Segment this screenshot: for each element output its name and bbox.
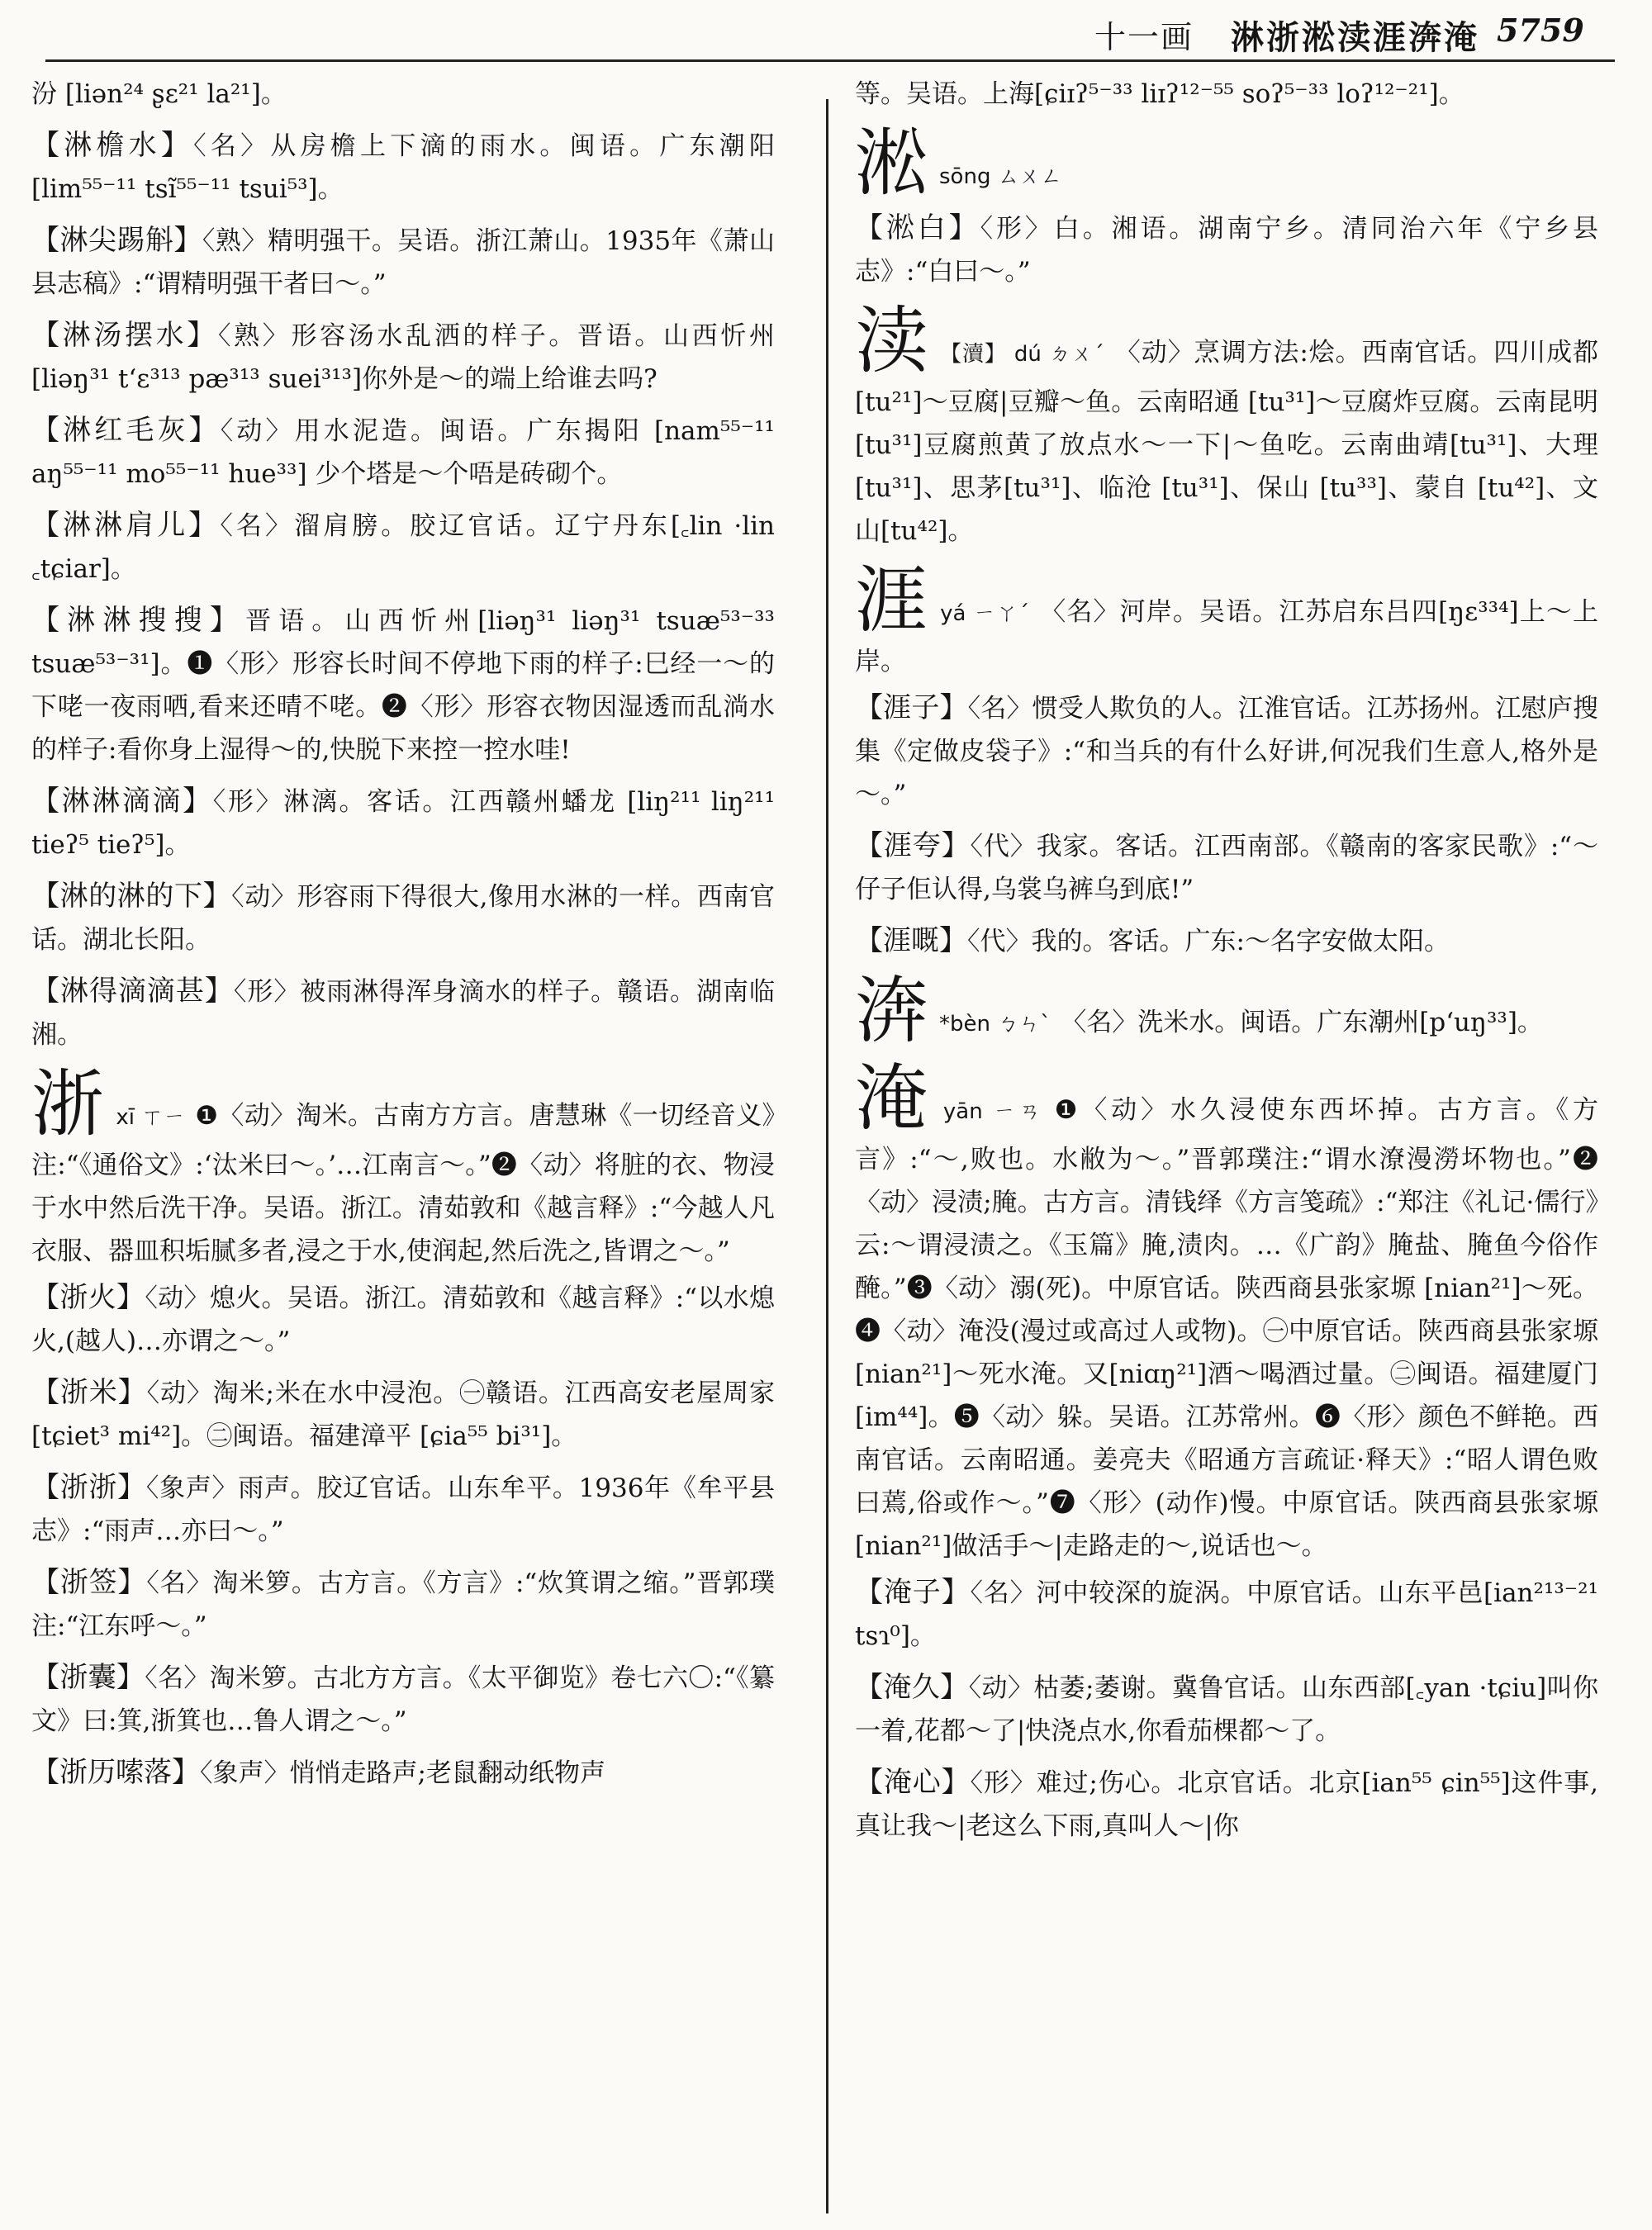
dictionary-entry bbox=[31, 314, 775, 401]
entry-definition: 〈动〉淘米;米在水中浸泡。㊀赣语。江西高安老屋周家[tɕiet³ mi⁴²]。㊁闽语。福建漳平 [ɕia⁵⁵ bi³¹]。 bbox=[31, 1378, 775, 1451]
entry-definition: 〈熟〉精明强干。吴语。浙江萧山。1935年《萧山县志稿》:“谓精明强干者曰～。” bbox=[31, 226, 775, 299]
entry-definition: 〈代〉我家。客话。江西南部。《赣南的客家民歌》:“～仔子佢认得,乌裳乌裤乌到底!” bbox=[855, 832, 1598, 904]
entry-definition: 〈动〉用水泥造。闽语。广东揭阳 [nam⁵⁵⁻¹¹ aŋ⁵⁵⁻¹¹ mo⁵⁵⁻¹¹ hue³³] 少个塔是～个唔是砖砌个。 bbox=[31, 416, 775, 489]
dictionary-entry bbox=[855, 1761, 1598, 1848]
entry-definition: 〈名〉淘米箩。古北方方言。《太平御览》卷七六〇:“《纂文》曰:箕,浙箕也…鲁人谓之～。” bbox=[31, 1663, 775, 1736]
entry-headword: 【浙签】 bbox=[31, 1566, 147, 1599]
entry-headword: 【淹子】 bbox=[855, 1576, 971, 1609]
entry-definition: 〈名〉淘米箩。古方言。《方言》:“炊箕谓之缩。”晋郭璞注:“江东呼～。” bbox=[31, 1568, 775, 1641]
dictionary-entry bbox=[855, 686, 1598, 816]
entry-definition: 〈名〉惯受人欺负的人。江淮官话。江苏扬州。江慰庐搜集《定做皮袋子》:“和当兵的有什么好讲,何况我们生意人,格外是～。” bbox=[855, 694, 1598, 809]
dictionary-entry bbox=[31, 1751, 775, 1795]
entry-definition: 〈熟〉形容汤水乱洒的样子。晋语。山西忻州 [liəŋ³¹ tʻɛ³¹³ pæ³¹³ suei³¹³]你外是～的端上给谁去吗? bbox=[31, 321, 775, 394]
entry-definition: 〈代〉我的。客话。广东:～名字安做太阳。 bbox=[967, 927, 1450, 956]
entry-definition: 〈形〉淋漓。客话。江西赣州蟠龙 [liŋ²¹¹ liŋ²¹¹ tieʔ⁵ tieʔ⁵]。 bbox=[31, 787, 775, 860]
dictionary-entry bbox=[31, 409, 775, 496]
entry-definition: 〈形〉白。湘语。湖南宁乡。清同治六年《宁乡县志》:“白曰～。” bbox=[855, 214, 1598, 287]
dictionary-entry bbox=[855, 824, 1598, 911]
entry-headword: 【淹久】 bbox=[855, 1671, 969, 1704]
head-character: 浙 bbox=[31, 1061, 105, 1146]
entry-definition: 〈象声〉雨声。胶辽官话。山东牟平。1936年《牟平县志》:“雨声…亦曰～。” bbox=[31, 1473, 775, 1546]
entry-headword: 【涯子】 bbox=[855, 691, 968, 724]
pronunciation: xī ㄒㄧ bbox=[116, 1105, 186, 1130]
entry-definition: 〈名〉溜肩膀。胶辽官话。辽宁丹东[꜀lin ·lin ꜀tɕiar]。 bbox=[31, 511, 775, 584]
entry-definition: 〈动〉枯萎;萎谢。冀鲁官话。山东西部[꜀yan ·tɕiu]叫你一着,花都～了|快浇点水,你看茄棵都～了。 bbox=[855, 1673, 1598, 1746]
character-definition: 〈动〉烹调方法:烩。西南官话。四川成都[tu²¹]～豆腐|豆瓣～鱼。云南昭通 [tu³¹]～豆腐炸豆腐。云南昆明 [tu³¹]豆腐煎黄了放点水～一下|～鱼吃。云南曲靖[tu³¹]、大理 [tu³¹]、思茅[tu³¹]、临沧 [tu³¹]、保山 [tu³³]、蒙自 [tu⁴²]、文山[tu⁴²]。 bbox=[855, 338, 1598, 546]
character-definition: ❶〈动〉水久浸使东西坏掉。古方言。《方言》:“～,败也。水敝为～。”晋郭璞注:“谓水潦漫澇坏物也。”❷〈动〉浸渍;腌。古方言。清钱绎《方言笺疏》:“郑注《礼记·儒行》云:～谓浸渍之。《玉篇》腌,渍肉。…《广韵》腌盐、腌鱼今俗作醃。”❸〈动〉溺(死)。中原官话。陕西商县张家塬 [nian²¹]～死。❹〈动〉淹没(漫过或高过人或物)。㊀中原官话。陕西商县张家塬[nian²¹]～死水淹。又[niɑŋ²¹]酒～喝酒过量。㊁闽语。福建厦门[im⁴⁴]。❺〈动〉躲。吴语。江苏常州。❻〈形〉颜色不鲜艳。西南官话。云南昭通。姜亮夫《昭通方言疏证·释天》:“昭人谓色败曰蔫,俗或作～。”❼〈形〉(动作)慢。中原官话。陕西商县张家塬[nian²¹]做活手～|走路走的～,说话也～。 bbox=[855, 1095, 1598, 1561]
character-definition: 〈名〉河岸。吴语。江苏启东吕四[ŋɛ³³⁴]上～上岸。 bbox=[855, 597, 1598, 676]
pronunciation: 【瀆】 dú ㄉㄨˊ bbox=[939, 342, 1105, 367]
entry-headword: 【涯嘅】 bbox=[855, 924, 967, 957]
entry-headword: 【淋汤摆水】 bbox=[31, 319, 218, 352]
head-character: 涯 bbox=[855, 558, 929, 643]
left-column bbox=[31, 73, 775, 2222]
entry-headword: 【浙火】 bbox=[31, 1281, 145, 1314]
dictionary-entry bbox=[31, 1561, 775, 1648]
entry-headword: 【淹心】 bbox=[855, 1766, 971, 1799]
entry-definition: 〈动〉形容雨下得很大,像用水淋的一样。西南官话。湖北长阳。 bbox=[31, 882, 775, 955]
character-entry bbox=[855, 1056, 1598, 1568]
character-entry bbox=[855, 968, 1598, 1053]
dictionary-entry bbox=[855, 1666, 1598, 1753]
entry-headword: 【淞白】 bbox=[855, 211, 980, 244]
pronunciation: yān ㄧㄢ bbox=[942, 1099, 1045, 1124]
dictionary-entry bbox=[31, 780, 775, 866]
entry-headword: 【浙囊】 bbox=[31, 1661, 145, 1694]
character-entry bbox=[855, 298, 1598, 553]
entry-headword: 【浙米】 bbox=[31, 1376, 147, 1409]
pronunciation: *bèn ㄅㄣˋ bbox=[939, 1012, 1051, 1037]
entry-definition: 〈名〉河中较深的旋涡。中原官话。山东平邑[ian²¹³⁻²¹ tsɿ⁰]。 bbox=[855, 1578, 1598, 1651]
dictionary-entry bbox=[31, 875, 775, 961]
entry-headword: 【浙历嗦落】 bbox=[31, 1756, 200, 1789]
dictionary-entry bbox=[31, 1276, 775, 1363]
header-rule bbox=[45, 59, 1615, 62]
entry-headword: 【淋淋滴滴】 bbox=[31, 785, 213, 818]
dictionary-entry bbox=[31, 124, 775, 211]
dictionary-entry bbox=[855, 919, 1598, 963]
entry-headword: 【淋的淋的下】 bbox=[31, 880, 232, 913]
continued-text: 等。吴语。上海[ɕiɪʔ⁵⁻³³ liɪʔ¹²⁻⁵⁵ soʔ⁵⁻³³ loʔ¹²⁻²¹]。 bbox=[855, 79, 1464, 109]
right-column bbox=[855, 73, 1598, 2222]
entry-headword: 【淋淋肩儿】 bbox=[31, 509, 221, 542]
dictionary-entry bbox=[31, 1371, 775, 1458]
dictionary-entry bbox=[855, 1571, 1598, 1658]
character-definition: ❶〈动〉淘米。古南方方言。唐慧琳《一切经音义》注:“《通俗文》:‘汰米曰～。’…江南言～。”❷〈动〉将脏的衣、物浸于水中然后洗干净。吴语。浙江。清茹敦和《越言释》:“今越人凡衣服、器皿积垢腻多者,浸之于水,使润起,然后洗之,皆谓之～。” bbox=[31, 1101, 775, 1266]
entry-headword: 【淋红毛灰】 bbox=[31, 414, 221, 447]
character-definition: 〈名〉洗米水。闽语。广东潮州[pʻuŋ³³]。 bbox=[1061, 1008, 1543, 1037]
dictionary-entry bbox=[31, 1466, 775, 1553]
entry-definition: 〈名〉从房檐上下滴的雨水。闽语。广东潮阳[lim⁵⁵⁻¹¹ tsĩ⁵⁵⁻¹¹ tsui⁵³]。 bbox=[31, 131, 775, 204]
header-characters: 淋浙淞渎涯渀淹 bbox=[1231, 18, 1479, 57]
entry-headword: 【淋尖踢斛】 bbox=[31, 224, 202, 257]
entry-definition: 〈象声〉悄悄走路声;老鼠翻动纸物声 bbox=[200, 1758, 605, 1788]
entry-headword: 【浙浙】 bbox=[31, 1471, 146, 1504]
dictionary-entry bbox=[855, 206, 1598, 293]
entry-headword: 【涯夸】 bbox=[855, 829, 971, 862]
entry-headword: 【淋得滴滴甚】 bbox=[31, 975, 234, 1008]
dictionary-entry bbox=[31, 504, 775, 591]
stroke-count-label: 十一画 bbox=[1094, 19, 1194, 55]
pronunciation: yá ㄧㄚˊ bbox=[940, 601, 1031, 626]
entry-definition: 〈形〉被雨淋得浑身滴水的样子。赣语。湖南临湘。 bbox=[31, 977, 775, 1050]
entry-definition: 〈动〉熄火。吴语。浙江。清茹敦和《越言释》:“以水熄火,(越人)…亦谓之～。” bbox=[31, 1283, 775, 1356]
head-character: 淹 bbox=[855, 1056, 932, 1141]
continued-text: 汾 [liən²⁴ ʂɛ²¹ la²¹]。 bbox=[31, 79, 287, 109]
head-character: 渀 bbox=[855, 968, 928, 1053]
head-character: 渎 bbox=[855, 298, 928, 383]
page-number: 5759 bbox=[1497, 12, 1584, 49]
character-entry bbox=[31, 1061, 775, 1273]
entry-headword: 【淋檐水】 bbox=[31, 129, 194, 162]
entry-definition: 〈形〉难过;伤心。北京官话。北京[ian⁵⁵ ɕin⁵⁵]这件事,真让我～|老这么下雨,真叫人～|你 bbox=[855, 1768, 1598, 1841]
dictionary-entry bbox=[31, 970, 775, 1056]
column-divider bbox=[826, 99, 828, 2213]
head-character: 淞 bbox=[855, 121, 928, 206]
entry-definition: 晋语。山西忻州[liəŋ³¹ liəŋ³¹ tsuæ⁵³⁻³³ tsuæ⁵³⁻³¹]。❶〈形〉形容长时间不停地下雨的样子:巳经一～的下咾一夜雨哂,看来还晴不咾。❷〈形〉形容衣物因湿透而乱淌水的样子:看你身上湿得～的,快脱下来控一控水哇! bbox=[31, 606, 775, 765]
dictionary-entry bbox=[31, 1656, 775, 1743]
character-entry bbox=[855, 558, 1598, 683]
dictionary-entry bbox=[31, 219, 775, 306]
dictionary-entry bbox=[31, 599, 775, 771]
page-header bbox=[0, 0, 1652, 64]
entry-headword: 【淋淋搜搜】 bbox=[31, 604, 246, 637]
character-entry bbox=[855, 121, 1598, 206]
pronunciation: sōng ㄙㄨㄥ bbox=[939, 164, 1062, 189]
